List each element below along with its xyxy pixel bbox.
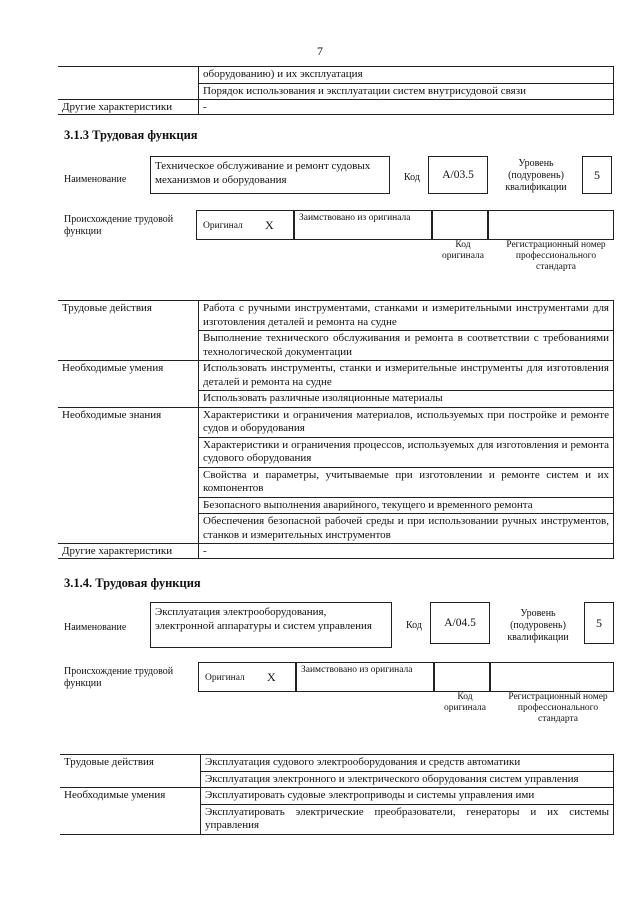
borrowed-cell: Заимствовано из оригинала — [294, 210, 432, 240]
row-label: Трудовые действия — [58, 301, 199, 361]
code-label: Код — [406, 620, 422, 631]
row-item: Обеспечения безопасной рабочей среды и при использовании ручных инструментов, станков и измерительных инструментов — [203, 515, 609, 541]
level-value: 5 — [584, 602, 614, 644]
original-mark: X — [265, 218, 274, 232]
table-row — [58, 67, 614, 100]
code-label: Код — [404, 172, 420, 183]
row-item: Эксплуатация электронного и электрического оборудования систем управления — [205, 772, 579, 785]
code-original-label: Код оригинала — [442, 240, 484, 261]
code-original-cell — [432, 210, 488, 240]
table-row — [58, 100, 614, 115]
reg-number-cell — [490, 662, 614, 692]
level-label: Уровень (подуровень) квалификации — [505, 158, 567, 193]
row-item: Характеристики и ограничения материалов, используемых при постройке и ремонте судов и оборудования — [199, 408, 613, 438]
row-item: Безопасного выполнения аварийного, текущего и временного ремонта — [199, 498, 613, 515]
code-original-cell — [434, 662, 490, 692]
function-code: A/04.5 — [430, 602, 490, 644]
row-label: Необходимые умения — [58, 361, 199, 408]
level-value: 5 — [582, 156, 612, 194]
name-label: Наименование — [64, 622, 127, 633]
borrowed-cell: Заимствовано из оригинала — [296, 662, 434, 692]
row-item: Выполнение технического обслуживания и ремонта в соответствии с требованиями технологической документации — [203, 332, 609, 358]
table-row — [58, 301, 614, 361]
reg-number-cell — [488, 210, 614, 240]
reg-number-label: Регистрационный номер профессионального стандарта — [506, 240, 606, 272]
continuation-table — [58, 66, 614, 115]
code-original-label: Код оригинала — [444, 692, 486, 713]
row-item: Использовать различные изоляционные материалы — [203, 392, 443, 404]
name-label: Наименование — [64, 174, 127, 185]
row-label: Трудовые действия — [60, 755, 201, 788]
original-cell — [196, 210, 294, 240]
function-name: Техническое обслуживание и ремонт судовых механизмов и оборудования — [150, 156, 390, 194]
table-row — [58, 544, 614, 559]
table-row — [58, 407, 614, 544]
row-label: Необходимые знания — [58, 407, 199, 544]
original-label: Оригинал — [203, 221, 243, 231]
table-row — [60, 788, 614, 835]
function-name: Эксплуатация электрооборудования, электронной аппаратуры и систем управления — [150, 602, 392, 648]
row-item: Использовать инструменты, станки и измерительные инструменты для изготовления деталей и ремонта на судне — [199, 361, 613, 391]
original-label: Оригинал — [205, 673, 245, 683]
function-table — [60, 754, 614, 835]
row-item: - — [199, 544, 614, 559]
row-item: Характеристики и ограничения процессов, используемых для изготовления и ремонта судового оборудования — [199, 438, 613, 468]
row-item: Эксплуатировать судовые электроприводы и системы управления ими — [201, 788, 613, 805]
function-code: A/03.5 — [428, 156, 488, 194]
origin-label: Происхождение трудовой функции — [64, 214, 174, 237]
row-item: Эксплуатация судового электрооборудования и средств автоматики — [201, 755, 613, 772]
table-row — [58, 361, 614, 408]
page-number: 7 — [317, 44, 323, 58]
row-label — [58, 67, 199, 100]
function-table — [58, 300, 614, 559]
origin-label: Происхождение трудовой функции — [64, 666, 174, 689]
row-label: Другие характеристики — [58, 544, 199, 559]
table-row — [60, 755, 614, 788]
row-item: Работа с ручными инструментами, станками и измерительными инструментами для изготовления деталей и ремонта на судне — [199, 301, 613, 331]
row-label: Другие характеристики — [58, 100, 199, 115]
row-item: - — [199, 100, 614, 115]
original-mark: X — [267, 670, 276, 684]
section-title: 3.1.3 Трудовая функция — [64, 128, 198, 142]
row-item: Порядок использования и эксплуатации систем внутрисудовой связи — [203, 84, 526, 97]
row-item: Эксплуатировать электрические преобразователи, генераторы и их системы управления — [205, 805, 609, 831]
row-item: Свойства и параметры, учитываемые при изготовлении и ремонте систем и их компонентов — [199, 468, 613, 498]
row-label: Необходимые умения — [60, 788, 201, 835]
reg-number-label: Регистрационный номер профессионального стандарта — [508, 692, 608, 724]
section-title: 3.1.4. Трудовая функция — [64, 576, 201, 590]
level-label: Уровень (подуровень) квалификации — [507, 608, 569, 643]
original-cell — [198, 662, 296, 692]
row-item: оборудованию) и их эксплуатация — [199, 67, 613, 84]
